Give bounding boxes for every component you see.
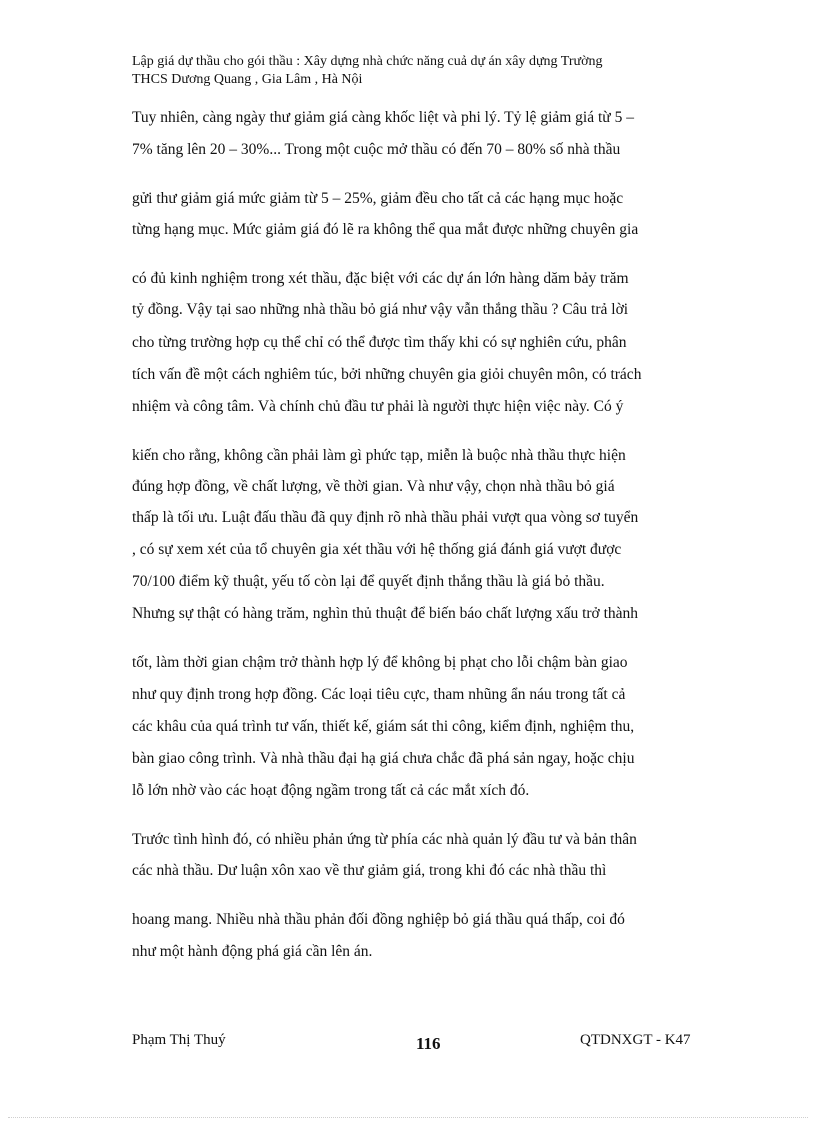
body-line: lỗ lớn nhờ vào các hoạt động ngầm trong tất cả các mắt xích đó. [132,782,530,799]
body-line: hoang mang. Nhiều nhà thầu phản đối đồng nghiệp bỏ giá thầu quá thấp, coi đó [132,911,625,928]
body-line: các khâu của quá trình tư vấn, thiết kế, giám sát thi công, kiểm định, nghiệm thu, [132,718,635,735]
body-line: có đủ kinh nghiệm trong xét thầu, đặc biệt với các dự án lớn hàng dăm bảy trăm [132,270,629,287]
header-title-line-1: Lập giá dự thầu cho gói thầu : Xây dựng nhà chức năng cuả dự án xây dựng Trường [132,54,603,69]
footer-author: Phạm Thị Thuý [132,1032,226,1048]
body-line: thấp là tối ưu. Luật đấu thầu đã quy định rõ nhà thầu phải vượt qua vòng sơ tuyển [132,509,639,526]
body-line: các nhà thầu. Dư luận xôn xao về thư giảm giá, trong khi đó các nhà thầu thì [132,862,607,879]
body-line: từng hạng mục. Mức giảm giá đó lẽ ra không thể qua mắt được những chuyên gia [132,221,639,238]
body-line: 7% tăng lên 20 – 30%... Trong một cuộc mở thầu có đến 70 – 80% số nhà thầu [132,141,621,158]
body-line: Tuy nhiên, càng ngày thư giảm giá càng khốc liệt và phi lý. Tỷ lệ giảm giá từ 5 – [132,109,634,126]
body-line: 70/100 điểm kỹ thuật, yếu tố còn lại để quyết định thắng thầu là giá bỏ thầu. [132,573,605,590]
body-line: tốt, làm thời gian chậm trở thành hợp lý để không bị phạt cho lỗi chậm bàn giao [132,654,628,671]
body-line: nhiệm và công tâm. Và chính chủ đầu tư phải là người thực hiện việc này. Có ý [132,398,624,415]
body-line: , có sự xem xét của tổ chuyên gia xét thầu với hệ thống giá đánh giá vượt được [132,541,622,558]
page-header [132,53,692,89]
body-line: tỷ đồng. Vậy tại sao những nhà thầu bỏ giá như vậy vẫn thắng thầu ? Câu trả lời [132,301,629,318]
body-line: như quy định trong hợp đồng. Các loại tiêu cực, tham nhũng ẩn náu trong tất cả [132,686,626,703]
body-line: kiến cho rằng, không cần phải làm gì phức tạp, miễn là buộc nhà thầu thực hiện [132,447,626,464]
body-line: đúng hợp đồng, về chất lượng, về thời gian. Và như vậy, chọn nhà thầu bỏ giá [132,478,615,495]
body-line: cho từng trường hợp cụ thể chỉ có thể được tìm thấy khi có sự nghiên cứu, phân [132,334,627,351]
body-line: Trước tình hình đó, có nhiều phản ứng từ phía các nhà quản lý đầu tư và bản thân [132,831,637,848]
body-line: tích vấn đề một cách nghiêm túc, bởi những chuyên gia giỏi chuyên môn, có trách [132,366,642,383]
page-bottom-edge [8,1117,808,1118]
body-line: như một hành động phá giá cần lên án. [132,943,373,960]
body-line: Nhưng sự thật có hàng trăm, nghìn thủ thuật để biến báo chất lượng xấu trở thành [132,605,639,622]
page-number: 116 [416,1034,441,1053]
body-line: gửi thư giảm giá mức giảm từ 5 – 25%, giảm đều cho tất cả các hạng mục hoặc [132,190,624,207]
body-line: bàn giao công trình. Và nhà thầu đại hạ giá chưa chắc đã phá sản ngay, hoặc chịu [132,750,635,767]
footer-class-code: QTDNXGT - K47 [580,1032,691,1048]
header-title-line-2: THCS Dương Quang , Gia Lâm , Hà Nội [132,72,363,87]
